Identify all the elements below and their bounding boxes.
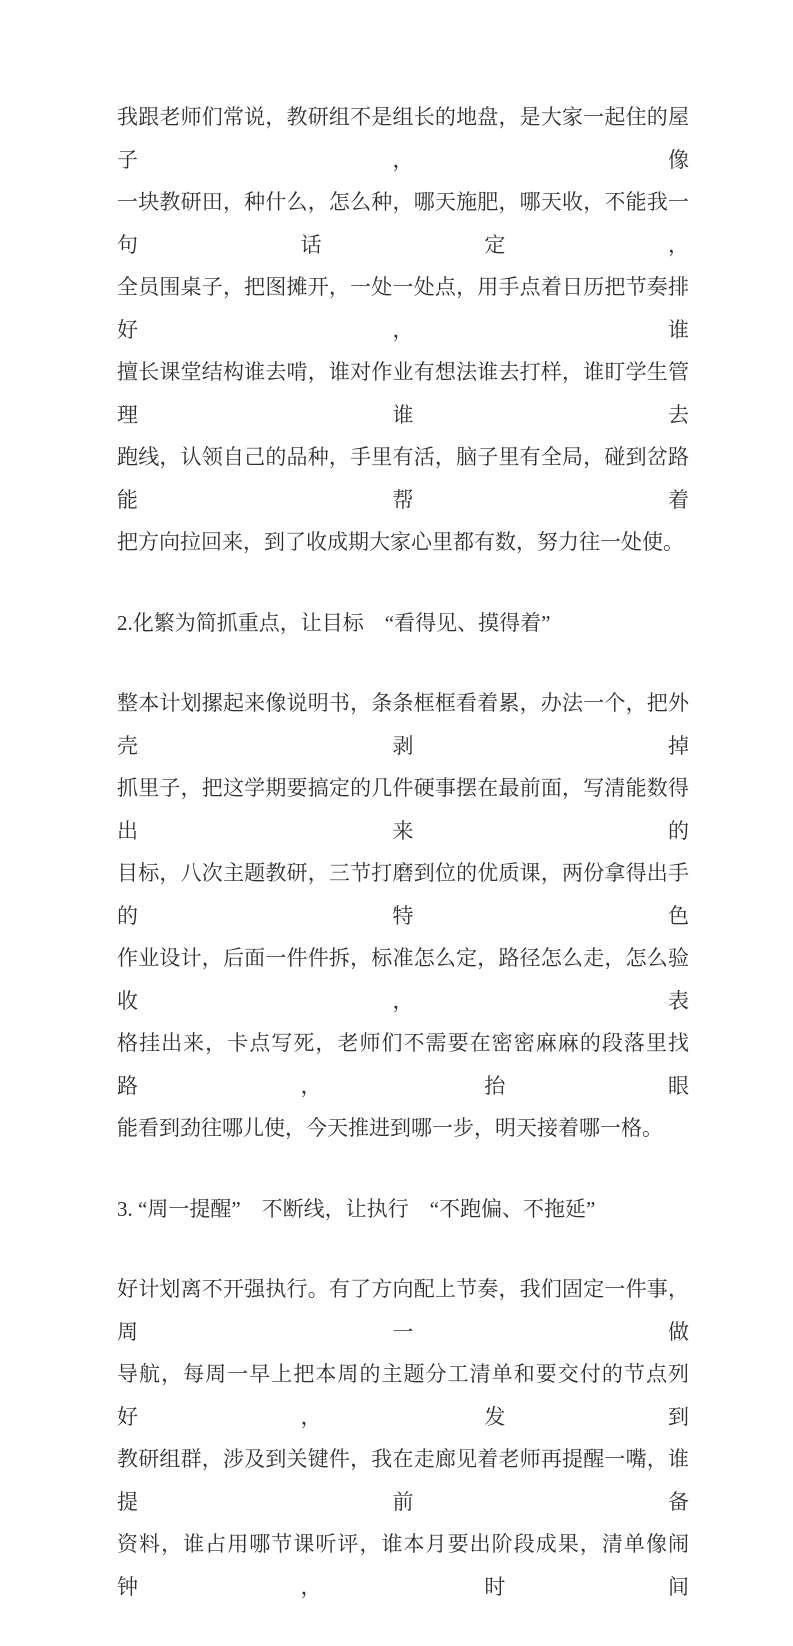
text-line: 教研组群，涉及到关键件，我在走廊见着老师再提醒一嘴，谁提前备 xyxy=(117,1447,689,1514)
text-line: 整本计划摞起来像说明书，条条框框看着累，办法一个，把外壳剥掉 xyxy=(117,691,689,758)
text-line: 目标，八次主题教研，三节打磨到位的优质课，两份拿得出手的特色 xyxy=(117,861,689,928)
section-heading-2: 2.化繁为简抓重点，让目标 “看得见、摸得着” xyxy=(117,610,551,635)
text-line: 好计划离不开强执行。有了方向配上节奏，我们固定一件事，周一做 xyxy=(117,1277,689,1344)
paragraph-3 xyxy=(117,1268,689,1608)
text-line: 全员围桌子，把图摊开，一处一处点，用手点着日历把节奏排好，谁 xyxy=(117,275,689,342)
text-line: 跑线，认领自己的品种，手里有活，脑子里有全局，碰到岔路能帮着 xyxy=(117,445,689,512)
paragraph-2 xyxy=(117,682,689,1150)
text-line: 擅长课堂结构谁去啃，谁对作业有想法谁去打样，谁盯学生管理谁去 xyxy=(117,360,689,427)
paragraph-1 xyxy=(117,96,689,564)
text-line: 作业设计，后面一件件拆，标准怎么定，路径怎么走，怎么验收，表 xyxy=(117,946,689,1013)
text-line: 格挂出来，卡点写死，老师们不需要在密密麻麻的段落里找路，抬眼 xyxy=(117,1031,689,1098)
text-line: 导航，每周一早上把本周的主题分工清单和要交付的节点列好，发到 xyxy=(117,1362,689,1429)
text-line: 把方向拉回来，到了收成期大家心里都有数，努力往一处使。 xyxy=(117,530,684,554)
text-line: 资料，谁占用哪节课听评，谁本月要出阶段成果，清单像闹钟，时间 xyxy=(117,1532,689,1599)
text-column xyxy=(117,96,689,1646)
text-line: 一块教研田，种什么，怎么种，哪天施肥，哪天收，不能我一句话定， xyxy=(117,190,689,257)
text-line: 能看到劲往哪儿使，今天推进到哪一步，明天接着哪一格。 xyxy=(117,1116,663,1140)
section-heading-3: 3. “周一提醒” 不断线，让执行 “不跑偏、不拖延” xyxy=(117,1196,596,1221)
text-line: 我跟老师们常说，教研组不是组长的地盘，是大家一起住的屋子，像 xyxy=(117,105,689,172)
text-line: 抓里子，把这学期要搞定的几件硬事摆在最前面，写清能数得出来的 xyxy=(117,776,689,843)
